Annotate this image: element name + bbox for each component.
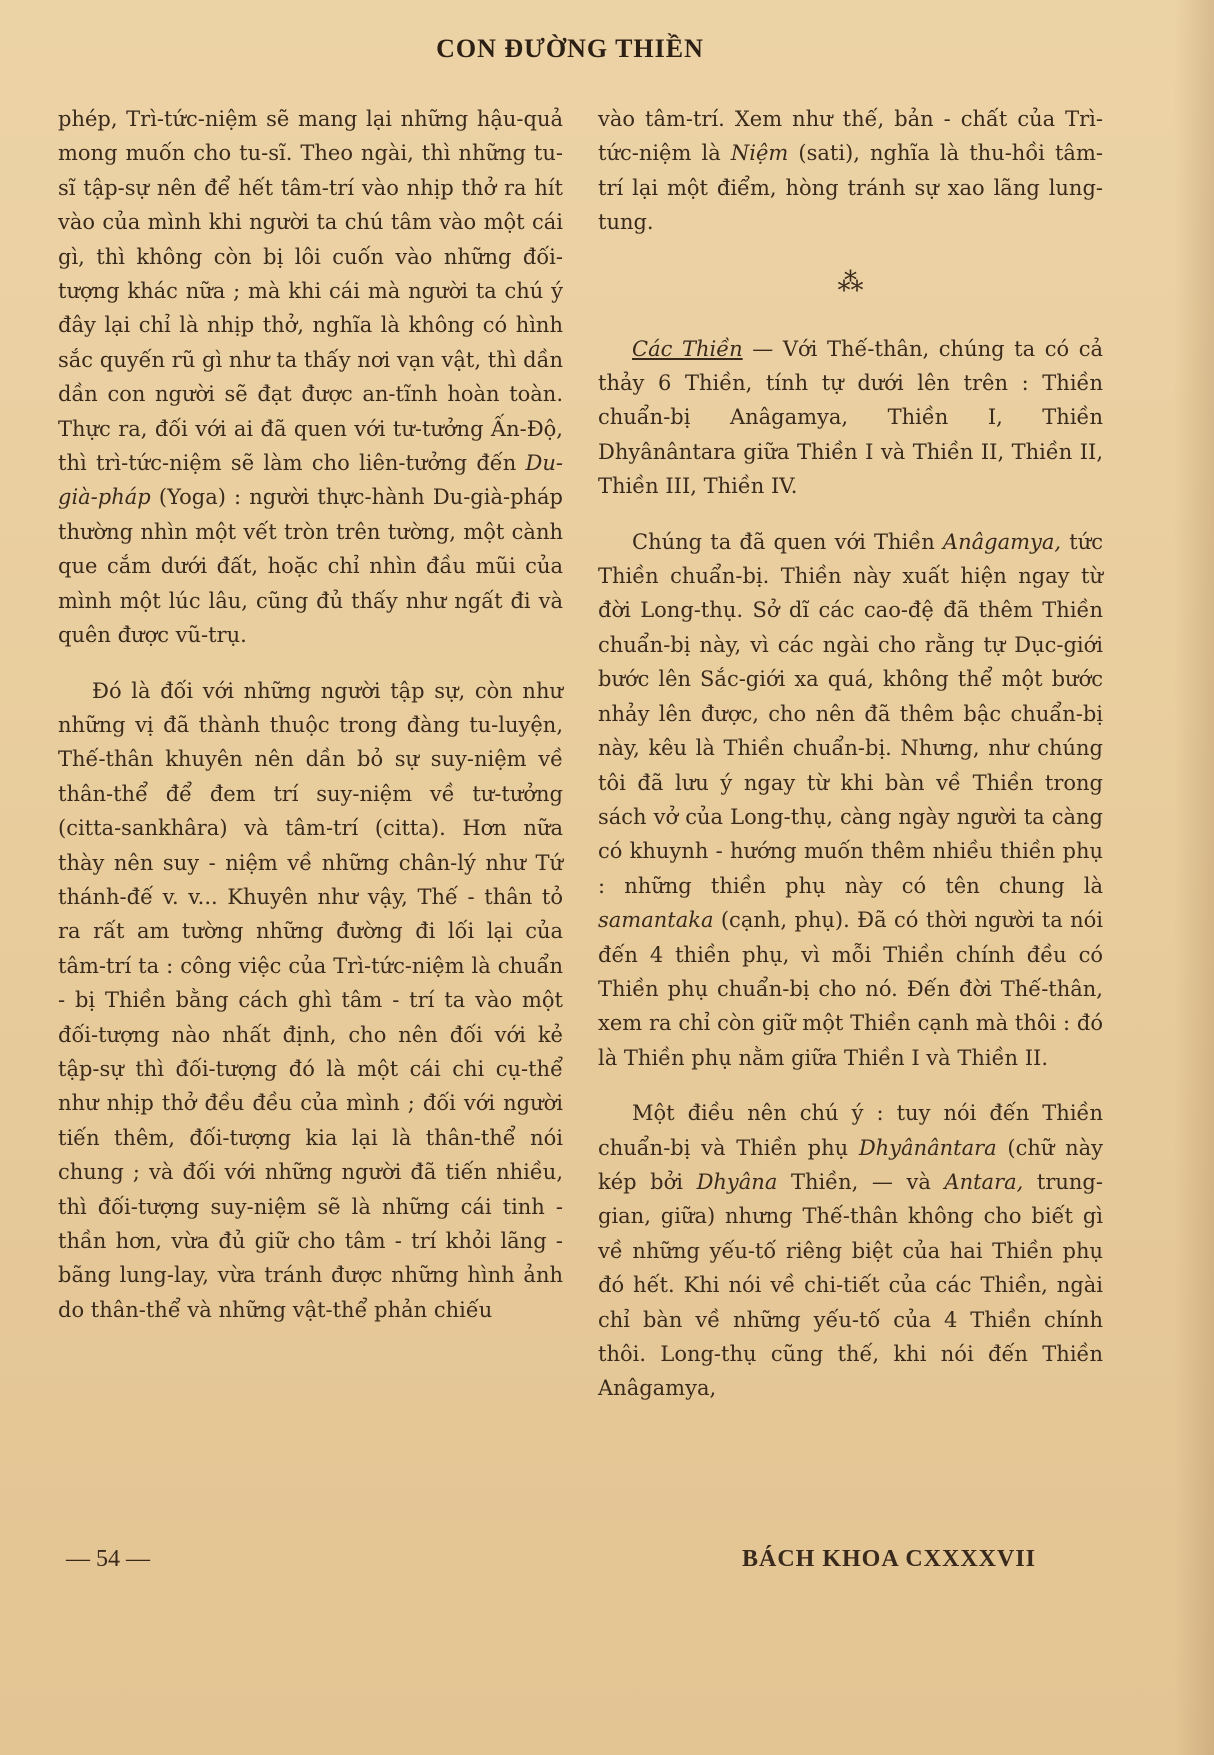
right-column [598,102,1103,1427]
italic-term: samantaka [598,908,714,933]
left-column [58,102,563,1348]
page-shadow-edge [1174,0,1214,1755]
section-separator: ⁂ [837,267,864,298]
journal-name: BÁCH KHOA CXXXXVII [742,1546,1037,1572]
paragraph: Đó là đối với những người tập sự, còn như những vị đã thành thuộc trong đàng tu-luyện, Thế-thân khuyên nên dần bỏ sự suy-niệm về thân-thể để đem trí suy-niệm về tư-tưởng (citta-sankhâra) và tâm-trí (citta). Hơn nữa thày nên suy - niệm về những chân-lý như Tứ thánh-đế v. v... Khuyên như vậy, Thế - thân tỏ ra rất am tường những đường đi lối lại của tâm-trí ta : công việc của Trì-tức-niệm là chuẩn - bị Thiền bằng cách ghì tâm - trí ta vào một đối-tượng nào nhất định, cho nên đối với kẻ tập-sự thì đối-tượng đó là một cái chi cụ-thể như nhịp thở đều đều của mình ; đối với người tiến thêm, đối-tượng kia lại là thân-thể nói chung ; và đối với những người đã tiến nhiều, thì đối-tượng suy-niệm sẽ là những cái tinh - thần hơn, vừa đủ giữ cho tâm - trí khỏi lãng - bãng lung-lay, vừa tránh được những hình ảnh do thân-thể và những vật-thể phản chiếu [58,678,563,1322]
paragraph: Các Thiền — Với Thế-thân, chúng ta có cả thảy 6 Thiền, tính tự dưới lên trên : Thiền chuẩn-bị Anâgamya, Thiền I, Thiền Dhyânântara giữa Thiền I và Thiền II, Thiền II, Thiền III, Thiền IV. [598,336,1104,499]
paragraph: vào tâm-trí. Xem như thế, bản - chất của Trì-tức-niệm là Niệm (sati), nghĩa là thu-hồi tâm-trí lại một điểm, hòng tránh sự xao lãng lung-tung. [598,107,1103,235]
italic-term: Niệm [730,141,789,166]
paragraph: Chúng ta đã quen với Thiền Anâgamya, tức Thiền chuẩn-bị. Thiền này xuất hiện ngay từ đời Long-thụ. Sở dĩ các cao-đệ đã thêm Thiền chuẩn-bị này, vì các ngài cho rằng tự Dục-giới bước lên Sắc-giới xa quá, không thể một bước nhảy lên được, cho nên đã thêm bậc chuẩn-bị này, kêu là Thiền chuẩn-bị. Nhưng, như chúng tôi đã lưu ý ngay từ khi bàn về Thiền trong sách vở của Long-thụ, càng ngày người ta càng có khuynh - hướng muốn thêm nhiều thiền phụ : những thiền phụ này có tên chung là samantaka (cạnh, phụ). Đã có thời người ta nói đến 4 thiền phụ, vì mỗi Thiền chính đều có Thiền phụ chuẩn-bị cho nó. Đến đời Thế-thân, xem ra chỉ còn giữ một Thiền cạnh mà thôi : đó là Thiền phụ nằm giữa Thiền I và Thiền II. [598,529,1103,1070]
running-title: CON ĐƯỜNG THIỀN [436,34,704,63]
paragraph: phép, Trì-tức-niệm sẽ mang lại những hậu-quả mong muốn cho tu-sĩ. Theo ngài, thì những tu-sĩ tập-sự nên để hết tâm-trí vào nhịp thở ra hít vào của mình khi người ta chú tâm vào một cái gì, thì không còn bị lôi cuốn vào những đối-tượng khác nữa ; mà khi cái mà người ta chú ý đây lại chỉ là nhịp thở, nghĩa là không có hình sắc quyến rũ gì như ta thấy nơi vạn vật, thì dần dần con người sẽ đạt được an-tĩnh hoàn toàn. Thực ra, đối với ai đã quen với tư-tưởng Ấn-Độ, thì trì-tức-niệm sẽ làm cho liên-tưởng đến Du-già-pháp (Yoga) : người thực-hành Du-già-pháp thường nhìn một vết tròn trên tường, một cành que cắm dưới đất, hoặc chỉ nhìn đầu mũi của mình một lúc lâu, cũng đủ thấy như ngất đi và quên được vũ-trụ. [58,107,563,648]
italic-term: Du-già-pháp [58,451,563,510]
italic-term: Antara, [944,1169,1024,1194]
page-number: — 54 — [66,1546,150,1572]
paragraph: Một điều nên chú ý : tuy nói đến Thiền chuẩn-bị và Thiền phụ Dhyânântara (chữ này kép bởi Dhyâna Thiền, — và Antara, trung-gian, giữa) nhưng Thế-thân không cho biết gì về những yếu-tố riêng biệt của hai Thiền phụ đó hết. Khi nói về chi-tiết của các Thiền, ngài chỉ bàn về những yếu-tố của 4 Thiền chính thôi. Long-thụ cũng thế, khi nói đến Thiền Anâgamya, [598,1101,1103,1401]
italic-term: Anâgamya, [942,529,1062,554]
italic-term: Dhyânântara [858,1135,997,1160]
italic-term: Dhyâna [696,1169,778,1194]
section-heading: Các Thiền [632,336,743,361]
